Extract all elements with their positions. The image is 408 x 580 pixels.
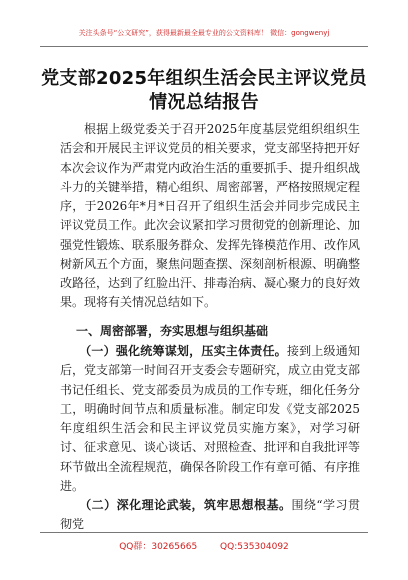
item-paragraph-1 <box>60 342 360 496</box>
page-footer <box>40 532 368 557</box>
header-promo-text: 关注头条号“公文研究”，获得最新最全最专业的公文资料库！ 微信：gongwenyj <box>78 29 330 37</box>
item-text-2: 围绕“学习贯彻党 <box>60 498 360 532</box>
document-title-line-1: 党支部2025年组织生活会民主评议党员 <box>41 68 367 89</box>
intro-paragraph: 根据上级党委关于召开2025年度基层党组织组织生活会和开展民主评议党员的相关要求，党支部坚持把开好本次会议作为严肃党内政治生活的重要抓手、提升组织战斗力的关键举措，精心组织、周密部署，严格按照规定程序，于2026年*月*日召开了组织生活会并同步完成民主评议党员工作。此次会议紧扣学习贯彻党的创新理论、加强党性锻炼、联系服务群众、发挥先锋模范作用、改作风树新风五个方面，聚焦问题查摆、深刻剖析根源、明确整改路径，达到了红脸出汗、排毒治病、凝心聚力的良好效果。现将有关情况总结如下。 <box>60 122 361 310</box>
page-header <box>40 6 368 47</box>
item-paragraph-2 <box>60 496 360 535</box>
section-heading-1: 一、周密部署，夯实思想与组织基础 <box>76 324 269 338</box>
item-lead-2: （二）深化理论武装，筑牢思想根基。 <box>79 498 292 512</box>
item-lead-1: （一）强化统筹谋划，压实主体责任。 <box>79 344 287 358</box>
document-title-line-2: 情况总结报告 <box>149 92 259 113</box>
footer-contact-text: QQ群：30265665 QQ:535304092 <box>119 542 289 552</box>
item-text-1: 接到上级通知后，党支部第一时间召开支委会专题研究，成立由党支部书记任组长、党支部委员为成员的工作专班，细化任务分工，明确时间节点和质量标准。制定印发《党支部2025年度组织生活会和民主评议党员实施方案》，对学习研讨、征求意见、谈心谈话、对照检查、批评和自我批评等环节做出全流程规范，确保各阶段工作有章可循、有序推进。 <box>60 344 361 493</box>
